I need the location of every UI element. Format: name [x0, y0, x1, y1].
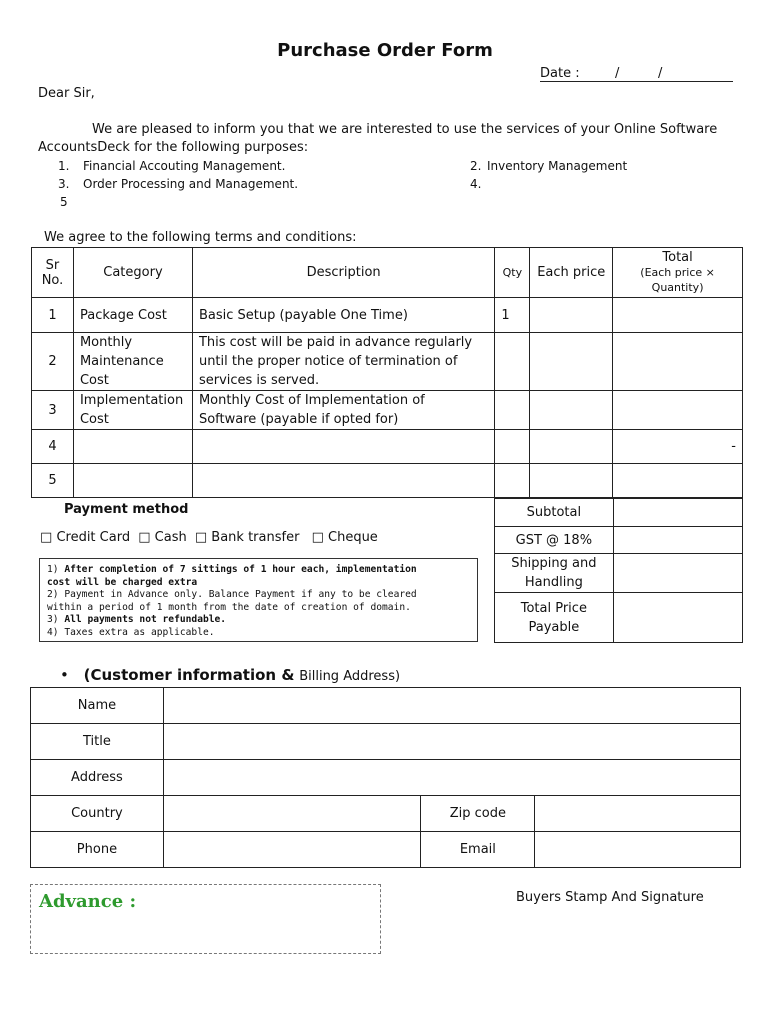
- row-total[interactable]: -: [613, 430, 743, 464]
- order-table: [31, 247, 743, 498]
- header-qty: Qty: [495, 248, 530, 298]
- terms-intro: We agree to the following terms and conditions:: [44, 230, 357, 245]
- phone-label: Phone: [31, 832, 164, 868]
- order-table-header: [32, 248, 743, 298]
- customer-section-heading: [60, 666, 400, 684]
- header-category: Category: [73, 248, 192, 298]
- credit-card-label: Credit Card: [56, 530, 131, 545]
- row-category-line: Cost: [79, 412, 109, 427]
- row-sr: 5: [32, 464, 74, 498]
- note-number: 4): [47, 626, 59, 638]
- row-each-price[interactable]: [530, 391, 613, 430]
- zip-field[interactable]: [535, 796, 741, 832]
- row-category: [73, 333, 192, 391]
- header-total-line2: (Each price ×: [640, 266, 715, 279]
- row-description[interactable]: [192, 430, 494, 464]
- summary-row: [495, 527, 743, 554]
- shipping-label: [495, 554, 614, 593]
- row-sr: 2: [32, 333, 74, 391]
- row-qty[interactable]: [495, 391, 530, 430]
- title-field[interactable]: [163, 724, 740, 760]
- row-each-price[interactable]: [530, 430, 613, 464]
- row-category-line: Cost: [79, 373, 109, 388]
- customer-row: [31, 688, 741, 724]
- salutation: Dear Sir,: [38, 86, 95, 101]
- checkbox-icon: □: [311, 530, 324, 545]
- cash-label: Cash: [154, 530, 187, 545]
- date-field[interactable]: [540, 81, 733, 82]
- note-text: Taxes extra as applicable.: [64, 626, 215, 638]
- row-description[interactable]: [192, 464, 494, 498]
- note-line: [47, 627, 477, 640]
- row-description-line: until the proper notice of termination of: [198, 354, 458, 369]
- customer-row: [31, 760, 741, 796]
- gst-label: GST @ 18%: [495, 527, 614, 554]
- total-payable-label-line: Total Price: [520, 600, 587, 616]
- checkbox-icon: □: [194, 530, 208, 545]
- header-sr-line1: Sr: [45, 257, 60, 273]
- purpose-5-num: 5: [60, 195, 68, 209]
- header-sr-line2: No.: [41, 272, 64, 288]
- payment-method-heading: Payment method: [64, 502, 189, 517]
- purpose-3-num: 3.: [58, 177, 70, 191]
- note-text: cost will be charged extra: [47, 576, 198, 588]
- email-field[interactable]: [535, 832, 741, 868]
- row-description: [192, 391, 494, 430]
- row-qty[interactable]: [495, 430, 530, 464]
- row-category: Package Cost: [73, 298, 192, 333]
- summary-table: [494, 498, 743, 643]
- row-qty[interactable]: [495, 333, 530, 391]
- row-description-line: This cost will be paid in advance regularly: [198, 335, 473, 350]
- row-description-line: services is served.: [198, 373, 320, 388]
- header-each-price: Each price: [530, 248, 613, 298]
- row-category[interactable]: [73, 430, 192, 464]
- note-text: Payment in Advance only. Balance Payment if any to be cleared: [64, 589, 417, 601]
- customer-table: [30, 687, 741, 868]
- note-text: After completion of 7 sittings of 1 hour each, implementation: [64, 564, 417, 575]
- advance-label: Advance :: [39, 891, 137, 912]
- cheque-label: Cheque: [328, 530, 378, 545]
- total-payable-value[interactable]: [613, 593, 742, 643]
- purpose-3-text: Order Processing and Management.: [83, 177, 299, 191]
- cash-checkbox[interactable]: [138, 530, 187, 545]
- country-field[interactable]: [163, 796, 421, 832]
- purpose-4-num: 4.: [470, 177, 482, 191]
- row-description: Basic Setup (payable One Time): [192, 298, 494, 333]
- note-line: [47, 602, 477, 615]
- total-payable-label-line: Payable: [528, 619, 580, 635]
- row-total[interactable]: [613, 298, 743, 333]
- note-text: All payments not refundable.: [64, 614, 227, 626]
- date-label: Date :: [540, 66, 580, 81]
- purpose-1-num: 1.: [58, 159, 70, 173]
- note-line: [47, 614, 477, 627]
- table-row: [32, 391, 743, 430]
- date-slash-1: /: [615, 66, 620, 81]
- purpose-2-num: 2.: [470, 159, 482, 173]
- shipping-value[interactable]: [613, 554, 742, 593]
- checkbox-icon: □: [40, 530, 53, 545]
- header-total-line1: Total: [662, 250, 693, 265]
- summary-row: [495, 554, 743, 593]
- row-sr: 3: [32, 391, 74, 430]
- gst-value[interactable]: [613, 527, 742, 554]
- row-category-line: Implementation: [79, 393, 184, 408]
- note-number: 2): [47, 589, 59, 601]
- shipping-label-line: Shipping and: [511, 556, 597, 571]
- intro-line-2: AccountsDeck for the following purposes:: [38, 140, 309, 155]
- note-number: 3): [47, 614, 59, 626]
- row-sr: 4: [32, 430, 74, 464]
- address-label: Address: [31, 760, 164, 796]
- total-payable-label: [495, 593, 614, 643]
- date-slash-2: /: [658, 66, 663, 81]
- row-total[interactable]: [613, 333, 743, 391]
- header-sr: [32, 248, 74, 298]
- row-total[interactable]: [613, 391, 743, 430]
- subtotal-label: Subtotal: [495, 499, 614, 527]
- row-each-price[interactable]: [530, 333, 613, 391]
- header-total-line3: Quantity): [651, 281, 704, 294]
- country-label: Country: [31, 796, 164, 832]
- table-row: [32, 333, 743, 391]
- row-each-price[interactable]: [530, 464, 613, 498]
- note-line: [47, 589, 477, 602]
- credit-card-checkbox[interactable]: [40, 530, 130, 545]
- phone-field[interactable]: [163, 832, 421, 868]
- payment-notes: [40, 559, 477, 640]
- row-description: [192, 333, 494, 391]
- customer-row: [31, 796, 741, 832]
- row-category-line: Maintenance: [79, 354, 164, 369]
- note-text: within a period of 1 month from the date of creation of domain.: [47, 601, 411, 613]
- row-category: [73, 391, 192, 430]
- cheque-checkbox[interactable]: [312, 530, 378, 545]
- payment-options: [40, 530, 378, 545]
- address-field[interactable]: [163, 760, 740, 796]
- table-row: [32, 298, 743, 333]
- bullet-icon: •: [60, 666, 69, 684]
- row-qty[interactable]: 1: [495, 298, 530, 333]
- bank-transfer-label: Bank transfer: [211, 530, 300, 545]
- checkbox-icon: □: [138, 530, 151, 545]
- customer-heading-bold: (Customer information &: [83, 666, 295, 684]
- buyer-stamp-signature-label: Buyers Stamp And Signature: [516, 890, 704, 905]
- customer-row: [31, 832, 741, 868]
- zip-label: Zip code: [421, 796, 535, 832]
- row-qty[interactable]: [495, 464, 530, 498]
- payment-notes-box: [39, 558, 478, 642]
- purpose-2-text: Inventory Management: [487, 159, 628, 173]
- row-each-price[interactable]: [530, 298, 613, 333]
- customer-heading-normal: Billing Address): [299, 669, 401, 684]
- table-row: [32, 464, 743, 498]
- row-category-line: Monthly: [79, 335, 133, 350]
- row-sr: 1: [32, 298, 74, 333]
- table-row: [32, 430, 743, 464]
- page-title: Purchase Order Form: [277, 40, 493, 61]
- row-description-line: Monthly Cost of Implementation of: [198, 393, 425, 408]
- row-category[interactable]: [73, 464, 192, 498]
- purpose-1-text: Financial Accouting Management.: [83, 159, 286, 173]
- header-total: [613, 248, 743, 298]
- header-description: Description: [192, 248, 494, 298]
- note-number: 1): [47, 564, 59, 575]
- row-total[interactable]: [613, 464, 743, 498]
- name-field[interactable]: [163, 688, 740, 724]
- customer-row: [31, 724, 741, 760]
- title-label: Title: [31, 724, 164, 760]
- intro-line-1: We are pleased to inform you that we are interested to use the services of your Online Software: [92, 122, 718, 137]
- name-label: Name: [31, 688, 164, 724]
- summary-row: [495, 499, 743, 527]
- note-line: [47, 577, 477, 590]
- row-description-line: Software (payable if opted for): [198, 412, 399, 427]
- subtotal-value[interactable]: [613, 499, 742, 527]
- note-line: [47, 564, 477, 577]
- email-label: Email: [421, 832, 535, 868]
- shipping-label-line: Handling: [524, 575, 583, 590]
- advance-box[interactable]: [30, 884, 381, 954]
- bank-transfer-checkbox[interactable]: [195, 530, 300, 545]
- summary-row: [495, 593, 743, 643]
